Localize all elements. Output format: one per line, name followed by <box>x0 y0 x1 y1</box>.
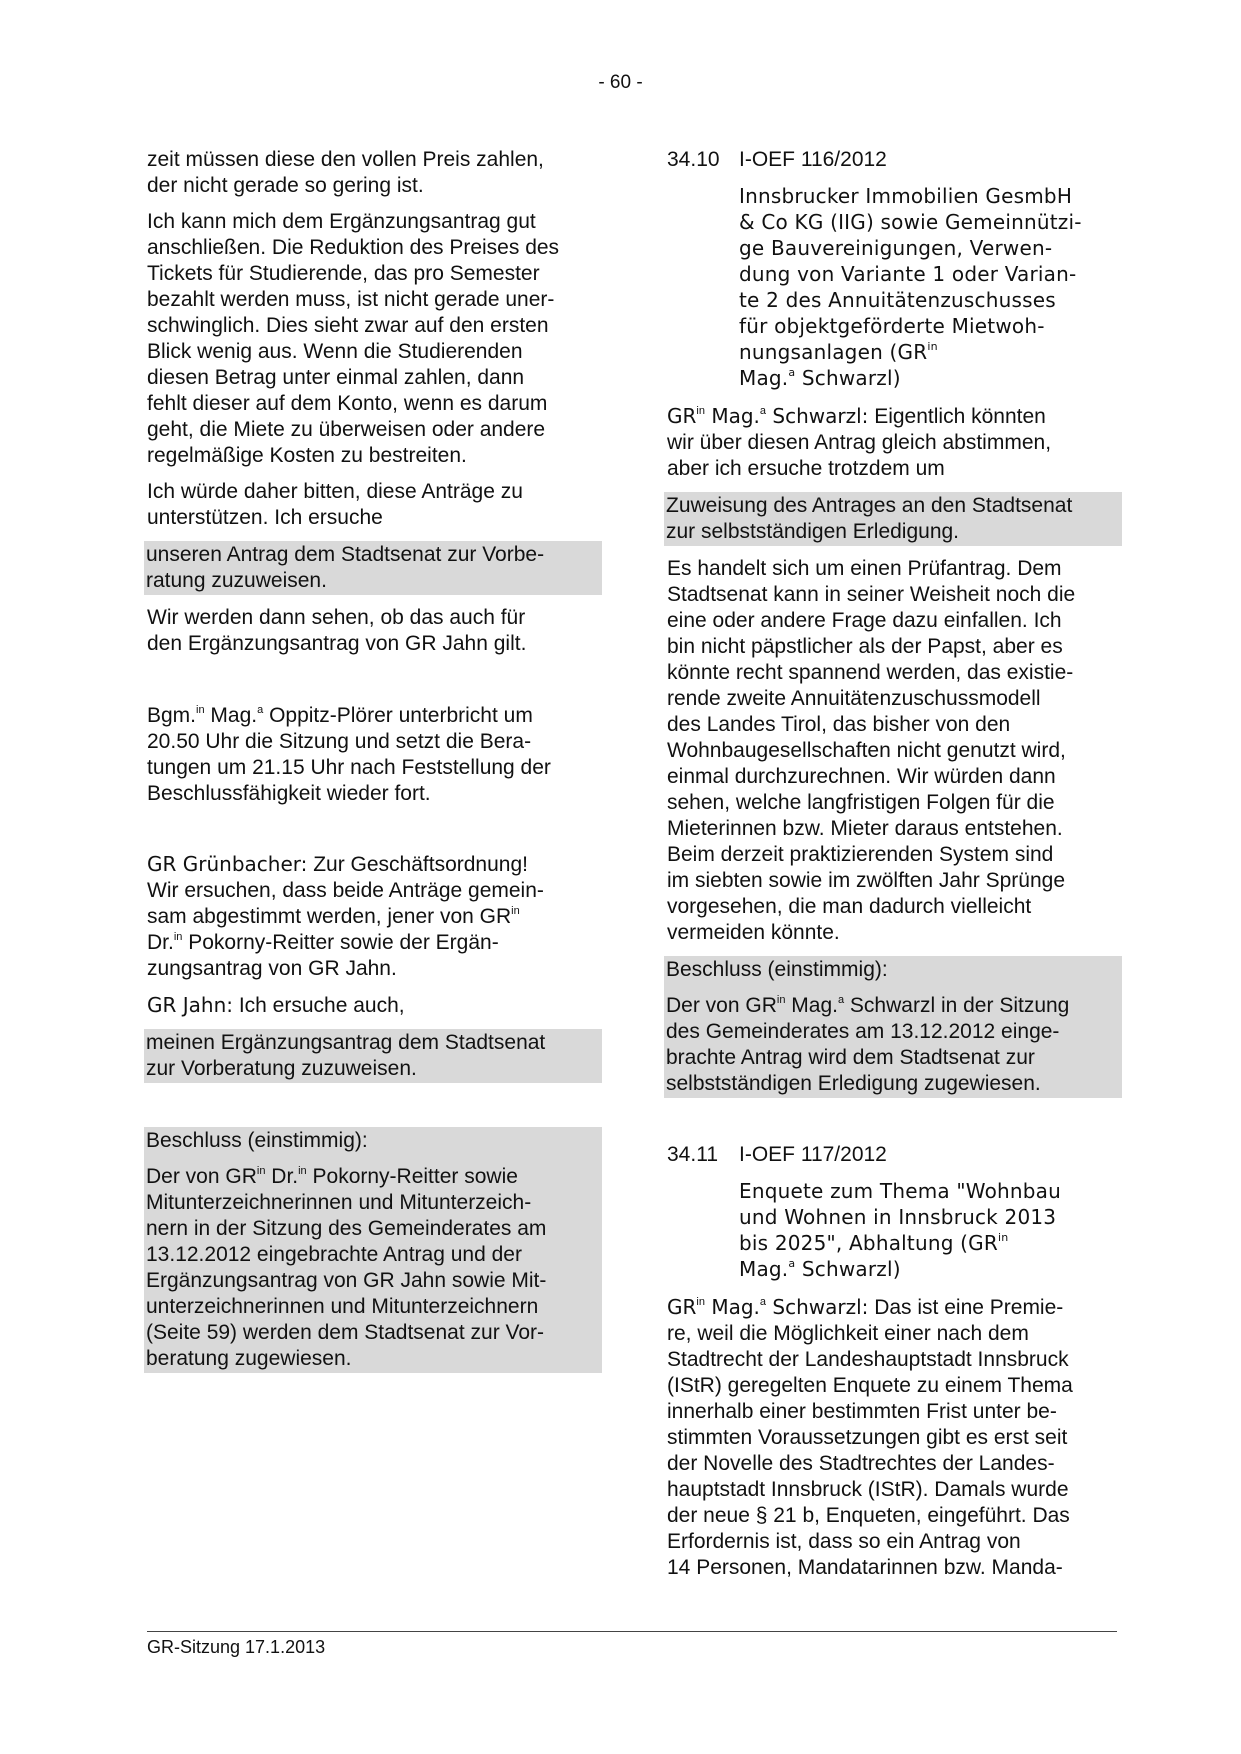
title-text: Innsbrucker Immobilien GesmbH & Co KG (IIG) sowie Gemeinnützi- ge Bauvereinigungen, Verwen- dung von Variante 1 oder Varian- te 2 des Annuitätenzuschusses für objektgeförderte Mietwoh- nungsanlagen (GR <box>739 184 1082 364</box>
agenda-item-code: I-OEF 117/2012 <box>739 1143 887 1166</box>
speech-text: Pokorny-Reitter sowie der Ergän- zungsantrag von GR Jahn. <box>147 931 499 980</box>
title-text: Mag. <box>739 366 789 390</box>
speaker: Mag. <box>704 1295 760 1319</box>
speaker: GR Jahn: <box>147 993 233 1017</box>
page-number: - 60 - <box>598 72 643 93</box>
decision-part: Pokorny-Reitter sowie Mitunterzeichnerinnen und Mitunterzeich- nern in der Sitzung des Gemeinderates am 13.12.2012 eingebrachte Antrag und der Ergänzungsantrag von GR Jahn sowie Mit- unterzeichnerinnen und Mitunterzeichnern (Seite 59) werden dem Stadtsenat zur Vor- beratung zugewiesen. <box>146 1165 547 1370</box>
decision-label: Beschluss (einstimmig): <box>666 958 888 981</box>
superscript: in <box>997 1231 1009 1244</box>
superscript: in <box>511 905 520 917</box>
decision-box <box>664 956 1122 1098</box>
speaker: GR <box>667 1295 697 1319</box>
agenda-item-title <box>739 183 1122 391</box>
session-note <box>147 703 602 807</box>
speech-text: Eigentlich könnten wir über diesen Antrag gleich abstimmen, aber ich ersuche trotzdem um <box>667 405 1052 480</box>
motion-box <box>144 1029 602 1083</box>
decision-text <box>146 1164 600 1372</box>
right-column <box>667 147 1122 1591</box>
decision-part: Der von GR <box>666 994 777 1017</box>
decision-part: Mag. <box>785 994 838 1017</box>
speaker: Schwarzl: <box>766 1295 869 1319</box>
speaker: Schwarzl: <box>766 404 869 428</box>
left-column <box>147 147 602 1383</box>
speech-text: Ich ersuche auch, <box>233 994 405 1017</box>
title-text: Mag. <box>739 1257 789 1281</box>
motion-text: Zuweisung des Antrages an den Stadtsenat zur selbstständigen Erledigung. <box>666 494 1073 543</box>
superscript: a <box>788 366 796 379</box>
speech-text: Dr. <box>147 931 174 954</box>
agenda-item-number: 34.10 <box>667 148 720 171</box>
paragraph: Ich würde daher bitten, diese Anträge zu unterstützen. Ich ersuche <box>147 480 523 529</box>
speech <box>667 1294 1122 1581</box>
paragraph: Ich kann mich dem Ergänzungsantrag gut anschließen. Die Reduktion des Preises des Tickets für Studierende, das pro Semester bezahlt werden muss, ist nicht gerade uner- schwinglich. Dies sieht zwar auf den ersten Blick wenig aus. Wenn die Studierenden diesen Betrag unter einmal zahlen, dann fehlt dieser auf dem Konto, wenn es darum geht, die Miete zu überweisen oder andere regelmäßige Kosten zu bestreiten. <box>147 210 560 467</box>
decision-text <box>666 993 1120 1097</box>
superscript: a <box>837 994 845 1006</box>
superscript: a <box>257 704 264 716</box>
speaker: Mag. <box>704 404 760 428</box>
motion-box <box>664 492 1122 546</box>
decision-part: Schwarzl in der Sitzung des Gemeinderates am 13.12.2012 einge- brachte Antrag wird dem Stadtsenat zur selbstständigen Erledigung zugewiesen. <box>666 994 1070 1095</box>
superscript: a <box>759 405 767 417</box>
speaker: GR <box>667 404 697 428</box>
speech-text: Zur Geschäftsordnung! Wir ersuchen, dass beide Anträge gemein- sam abgestimmt werden, jener von GR <box>147 853 544 928</box>
title-text: Schwarzl) <box>795 366 901 390</box>
superscript: in <box>196 704 205 716</box>
speaker: Bgm. <box>147 704 197 727</box>
superscript: in <box>256 1165 266 1177</box>
decision-box <box>144 1127 602 1373</box>
speaker: GR Grünbacher: <box>147 852 308 876</box>
superscript: a <box>788 1257 796 1270</box>
superscript: in <box>927 340 938 353</box>
title-text: Schwarzl) <box>795 1257 901 1281</box>
agenda-item-header <box>667 1142 1122 1168</box>
motion-box <box>144 541 602 595</box>
superscript: in <box>298 1165 307 1177</box>
footer-divider <box>147 1631 1117 1632</box>
decision-part: Der von GR <box>146 1165 257 1188</box>
speech <box>147 992 602 1019</box>
decision-part: Dr. <box>265 1165 299 1188</box>
paragraph: Wir werden dann sehen, ob das auch für den Ergänzungsantrag von GR Jahn gilt. <box>147 606 527 655</box>
footer-text: GR-Sitzung 17.1.2013 <box>147 1637 326 1657</box>
title-text: Enquete zum Thema "Wohnbau und Wohnen in Innsbruck 2013 bis 2025", Abhaltung (GR <box>739 1179 1062 1255</box>
paragraph: zeit müssen diese den vollen Preis zahlen, der nicht gerade so gering ist. <box>147 148 544 197</box>
agenda-item-number: 34.11 <box>667 1143 718 1166</box>
superscript: in <box>696 405 705 417</box>
agenda-item-header <box>667 147 1122 173</box>
superscript: in <box>173 931 183 943</box>
superscript: a <box>759 1296 767 1308</box>
speech <box>147 851 602 982</box>
superscript: in <box>776 994 786 1006</box>
motion-text: meinen Ergänzungsantrag dem Stadtsenat zur Vorberatung zuzuweisen. <box>146 1031 546 1080</box>
decision-label: Beschluss (einstimmig): <box>146 1129 368 1152</box>
agenda-item-title <box>739 1178 1122 1282</box>
paragraph: Es handelt sich um einen Prüfantrag. Dem Stadtsenat kann in seiner Weisheit noch die eine oder andere Frage dazu einfallen. Ich bin nicht päpstlicher als der Papst, aber es könnte recht spannend werden, das existie- rende zweite Annuitätenzuschussmodell des Landes Tirol, das bisher von den Wohnbaugesellschaften nicht genutzt wird, einmal durchzurechnen. Wir würden dann sehen, welche langfristigen Folgen für die Mieterinnen bzw. Mieter daraus entstehen. Beim derzeit praktizierenden System sind im siebten sowie im zwölften Jahr Sprünge vorgesehen, die man dadurch vielleicht vermeiden könnte. <box>667 557 1076 944</box>
speech-text: Das ist eine Premie- re, weil die Möglichkeit einer nach dem Stadtrecht der Landeshauptstadt Innsbruck (IStR) geregelten Enquete zu einem Thema innerhalb einer bestimmten Frist unter be- stimmten Voraussetzungen gibt es erst seit der Novelle des Stadtrechtes der Landes- hauptstadt Innsbruck (IStR). Damals wurde der neue § 21 b, Enqueten, eingeführt. Das Erfordernis ist, dass so ein Antrag von 14 Personen, Mandatarinnen bzw. Manda- <box>667 1296 1073 1579</box>
note-text: Oppitz-Plörer unterbricht um 20.50 Uhr die Sitzung und setzt die Bera- tungen um 21.15 Uhr nach Feststellung der Beschlussfähigkeit wieder fort. <box>147 704 551 805</box>
superscript: in <box>696 1296 705 1308</box>
motion-text: unseren Antrag dem Stadtsenat zur Vorbe- ratung zuzuweisen. <box>146 543 545 592</box>
agenda-item-code: I-OEF 116/2012 <box>739 148 887 171</box>
speech <box>667 403 1122 482</box>
speaker-title: Mag. <box>204 704 258 727</box>
